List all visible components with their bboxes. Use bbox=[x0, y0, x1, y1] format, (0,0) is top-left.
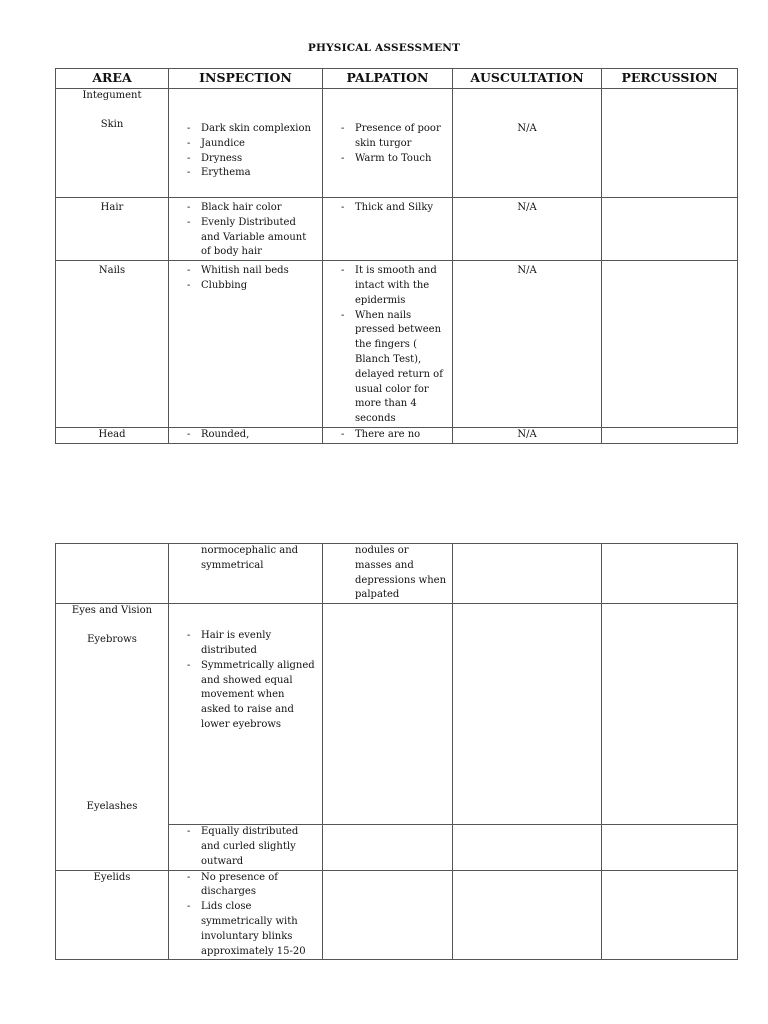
list-item: - Jaundice bbox=[187, 137, 316, 152]
inspection-cell bbox=[169, 870, 323, 960]
list-item: - Presence of poor skin turgor bbox=[341, 122, 446, 152]
header-palpation: PALPATION bbox=[323, 69, 453, 89]
head-palpation-continued: nodules or masses and depressions when palpated bbox=[323, 544, 453, 604]
list-item: - Whitish nail beds bbox=[187, 264, 316, 279]
head-inspection-continued: normocephalic and symmetrical bbox=[169, 544, 323, 604]
table-row bbox=[56, 198, 738, 261]
auscultation-cell: N/A bbox=[453, 89, 602, 198]
header-auscultation: AUSCULTATION bbox=[453, 69, 602, 89]
list-item: - Dryness bbox=[187, 152, 316, 167]
document-title: PHYSICAL ASSESSMENT bbox=[307, 42, 461, 54]
area-label-head: Head bbox=[56, 427, 169, 443]
palpation-cell bbox=[323, 198, 453, 261]
list-item: - When nails pressed between the fingers ( Blanch Test), delayed return of usual color for more than 4 seconds bbox=[341, 309, 446, 427]
list-item: - Thick and Silky bbox=[341, 201, 446, 216]
list-item: - Warm to Touch bbox=[341, 152, 446, 167]
list-item: - Symmetrically aligned and showed equal movement when asked to raise and lower eyebrows bbox=[187, 659, 316, 733]
inspection-cell bbox=[169, 198, 323, 261]
table-row bbox=[56, 544, 738, 604]
percussion-cell bbox=[602, 89, 738, 198]
list-item: - Dark skin complexion bbox=[187, 122, 316, 137]
percussion-cell bbox=[602, 198, 738, 261]
assessment-table-page1 bbox=[55, 68, 738, 444]
header-inspection: INSPECTION bbox=[169, 69, 323, 89]
list-item: - Lids close symmetrically with involuntary blinks approximately 15-20 bbox=[187, 900, 316, 959]
palpation-cell bbox=[323, 89, 453, 198]
palpation-cell bbox=[323, 261, 453, 428]
inspection-cell bbox=[169, 427, 323, 443]
inspection-cell bbox=[169, 89, 323, 198]
list-item: - Rounded, bbox=[187, 428, 316, 443]
auscultation-cell: N/A bbox=[453, 427, 602, 443]
table-row bbox=[56, 89, 738, 198]
palpation-cell bbox=[323, 604, 453, 825]
table-row bbox=[56, 870, 738, 960]
list-item: - Black hair color bbox=[187, 201, 316, 216]
auscultation-cell bbox=[453, 544, 602, 604]
auscultation-cell bbox=[453, 825, 602, 870]
percussion-cell bbox=[602, 604, 738, 825]
inspection-cell bbox=[169, 604, 323, 825]
table-row bbox=[56, 604, 738, 825]
section-label-eyes-and-vision: Eyes and Vision bbox=[71, 605, 153, 617]
list-item: - Clubbing bbox=[187, 279, 316, 294]
auscultation-cell bbox=[453, 870, 602, 960]
header-area: AREA bbox=[56, 69, 169, 89]
percussion-cell bbox=[602, 261, 738, 428]
percussion-cell bbox=[602, 427, 738, 443]
list-item: - Evenly Distributed and Variable amount of body hair bbox=[187, 216, 316, 260]
table-row bbox=[56, 261, 738, 428]
area-label-eyelashes: Eyelashes bbox=[86, 800, 138, 812]
palpation-cell bbox=[323, 870, 453, 960]
section-label-integument: Integument bbox=[82, 90, 142, 101]
list-item: - Equally distributed and curled slightly outward bbox=[187, 825, 316, 869]
percussion-cell bbox=[602, 825, 738, 870]
palpation-cell bbox=[323, 825, 453, 870]
percussion-cell bbox=[602, 544, 738, 604]
area-cell bbox=[56, 604, 169, 870]
area-cell bbox=[56, 544, 169, 604]
percussion-cell bbox=[602, 870, 738, 960]
area-label-eyelids: Eyelids bbox=[56, 870, 169, 960]
auscultation-cell: N/A bbox=[453, 261, 602, 428]
area-label-hair: Hair bbox=[56, 198, 169, 261]
auscultation-cell: N/A bbox=[453, 198, 602, 261]
list-item: - Hair is evenly distributed bbox=[187, 629, 316, 659]
area-cell bbox=[56, 89, 169, 198]
list-item: - No presence of discharges bbox=[187, 871, 316, 901]
inspection-cell bbox=[169, 825, 323, 870]
area-label-eyebrows: Eyebrows bbox=[87, 633, 137, 645]
table-row bbox=[56, 427, 738, 443]
assessment-table-page2 bbox=[55, 543, 738, 960]
area-label-skin: Skin bbox=[100, 118, 124, 130]
list-item: - There are no bbox=[341, 428, 446, 443]
inspection-cell bbox=[169, 261, 323, 428]
palpation-cell bbox=[323, 427, 453, 443]
auscultation-cell bbox=[453, 604, 602, 825]
list-item: - It is smooth and intact with the epidermis bbox=[341, 264, 446, 308]
area-label-nails: Nails bbox=[56, 261, 169, 428]
header-row bbox=[56, 69, 738, 89]
list-item: - Erythema bbox=[187, 166, 316, 181]
header-percussion: PERCUSSION bbox=[602, 69, 738, 89]
